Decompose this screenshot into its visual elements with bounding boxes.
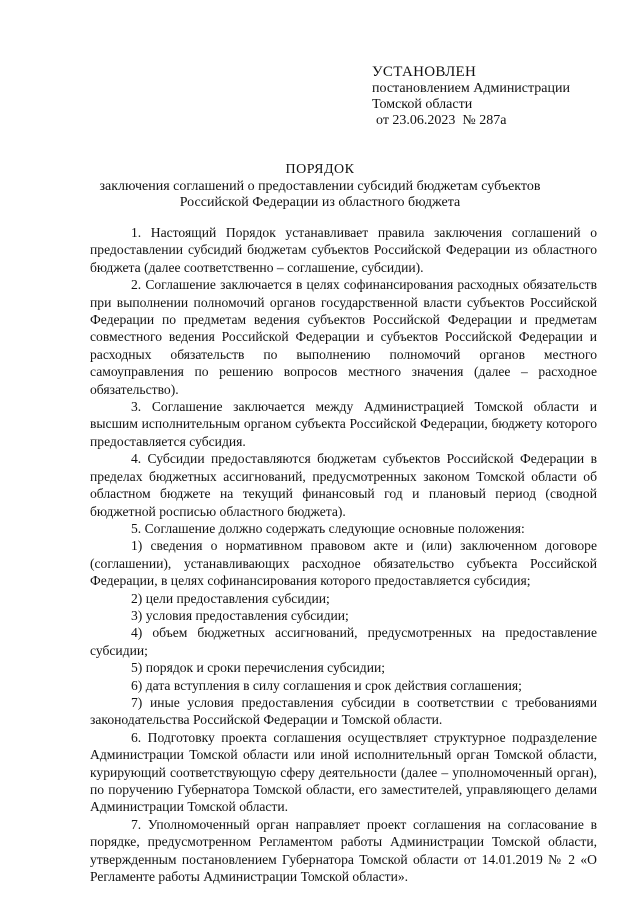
approval-line-2: Томской области [372,97,473,112]
list-item-4: 4) объем бюджетных ассигнований, предусмотренных на предоставление субсидии; [90,625,597,658]
paragraph-4: 4. Субсидии предоставляются бюджетам субъектов Российской Федерации в пределах бюджетных ассигнований, предусмотренных законом Томской области об областном бюджете на текущий финансовый год и плановый период (сводной бюджетной росписью областного бюджета). [90,451,597,519]
paragraph-6: 6. Подготовку проекта соглашения осуществляет структурное подразделение Администрации Томской области или иной исполнительный орган Томской области, курирующий соответствующую сферу деятельности (далее – уполномоченный орган), по поручению Губернатора Томской области, его заместителей, управляющего делами Администрации Томской области. [90,729,597,815]
paragraph-5: 5. Соглашение должно содержать следующие основные положения: [131,520,525,536]
paragraph-3: 3. Соглашение заключается между Администрацией Томской области и высшим исполнительным органом субъекта Российской Федерации, бюджету которого предоставляется субсидия. [90,399,597,449]
paragraph-2: 2. Соглашение заключается в целях софинансирования расходных обязательств при выполнении полномочий органов государственной власти субъектов Российской Федерации по предметам ведения субъектов Российской Федерации и предметам совместного ведения Российской Федерации и субъектов Российской Федерации и расходных обязательств по выполнению полномочий органов местного самоуправления по решению вопросов местного значения (далее – расходное обязательство). [90,277,597,397]
list-item-3: 3) условия предоставления субсидии; [131,607,349,623]
document-subtitle-line-2: Российской Федерации из областного бюджета [179,195,461,210]
document-title [0,162,640,211]
approval-stamp [372,64,570,129]
approval-date: от 23.06.2023 № 287а [376,113,507,128]
document-body [90,224,597,885]
paragraph-1: 1. Настоящий Порядок устанавливает правила заключения соглашений о предоставлении субсидий бюджетам субъектов Российской Федерации из областного бюджета (далее соответственно – соглашение, субсидии). [90,225,597,275]
list-item-2: 2) цели предоставления субсидии; [131,590,330,606]
document-subtitle-line-1: заключения соглашений о предоставлении субсидий бюджетам субъектов [99,179,541,194]
list-item-1: 1) сведения о нормативном правовом акте и (или) заключенном договоре (соглашении), устанавливающих расходное обязательство субъекта Российской Федерации, в целях софинансирования которого предоставляется субсидия; [90,538,597,589]
document-heading: ПОРЯДОК [285,162,355,177]
approval-title: УСТАНОВЛЕН [372,64,477,80]
approval-line-1: постановлением Администрации [372,81,570,96]
list-item-7: 7) иные условия предоставления субсидии в соответствии с требованиями законодательства Российской Федерации и Томской области. [90,694,597,728]
list-item-6: 6) дата вступления в силу соглашения и срок действия соглашения; [131,677,522,693]
paragraph-7: 7. Уполномоченный орган направляет проект соглашения на согласование в порядке, предусмотренном Регламентом работы Администрации Томской области, утвержденным постановлением Губернатора Томской области от 14.01.2019 № 2 «О Регламенте работы Администрации Томской области». [90,816,597,885]
list-item-5: 5) порядок и сроки перечисления субсидии; [131,660,386,676]
